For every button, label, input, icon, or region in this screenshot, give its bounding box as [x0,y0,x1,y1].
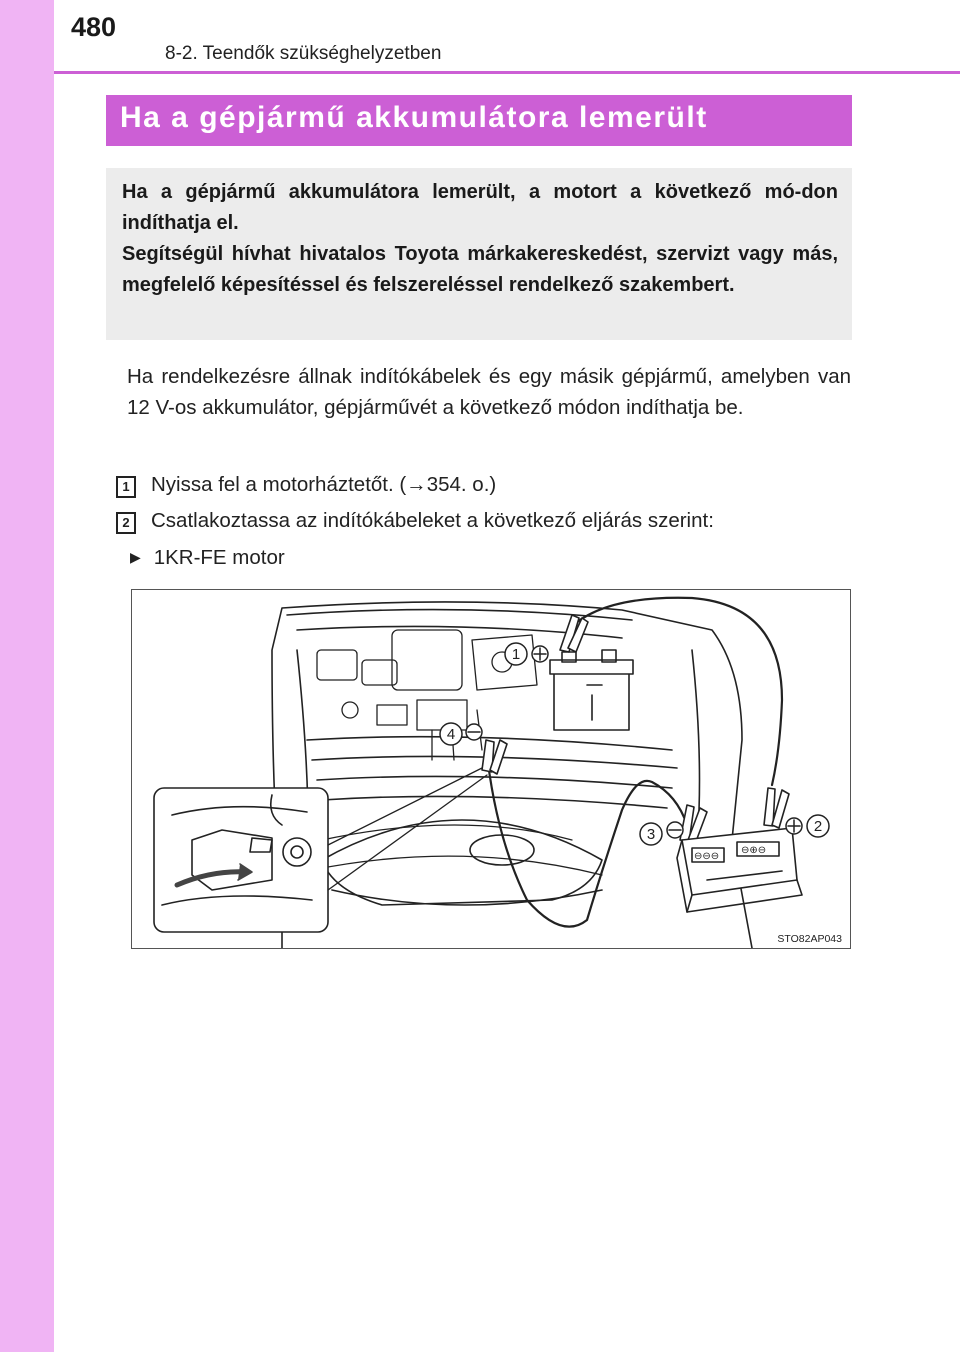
page-number: 480 [71,12,117,42]
booster-battery-left-cap-marks: ⊖⊖⊖ [694,851,720,862]
dead-battery [550,650,633,730]
section-title: Ha a gépjármű akkumulátora lemerült [120,101,708,134]
section-breadcrumb: 8-2. Teendők szükséghelyzetben [165,43,442,64]
step-1-badge: 1 [116,476,136,498]
engine-variant-label: 1KR-FE motor [153,546,285,569]
header-divider [54,71,960,74]
callout-1-number: 1 [511,646,521,663]
figure-code: STO82AP043 [777,933,842,945]
intro-box [106,168,852,340]
intro-paragraph-2: Segítségül hívhat hivatalos Toyota márkakereskedést, szervizt vagy más, megfelelő képesítéssel és felszereléssel rendelkező szakembert. [122,243,838,296]
step-2-text: Csatlakoztassa az indítókábeleket a következő eljárás szerint: [151,509,714,532]
step-1-text: Nyissa fel a motorháztetőt. (→354. o.) [151,473,497,496]
body-paragraph: Ha rendelkezésre állnak indítókábelek és egy másik gépjármű, amelyben van 12 V-os akkumulátor, gépjárművét a következő módon indíthatja be. [127,365,851,419]
jump-start-diagram [131,589,851,949]
intro-paragraph-1: Ha a gépjármű akkumulátora lemerült, a motort a következő mó-don indíthatja el. [122,181,838,234]
callout-3-number: 3 [646,826,656,843]
callout-2-number: 2 [813,818,823,835]
engine-bay-illustration [132,590,850,948]
callout-4-number: 4 [446,726,456,743]
clamps [482,615,789,844]
booster-battery [677,828,802,912]
step-2-badge: 2 [116,512,136,534]
side-color-band [0,0,54,1352]
section-title-bar [106,95,852,146]
booster-battery-right-cap-marks: ⊖⊕⊖ [741,845,767,856]
engine-variant [130,546,285,570]
bullet-arrow-icon: ▶ [130,549,141,565]
inset-detail [154,768,487,932]
